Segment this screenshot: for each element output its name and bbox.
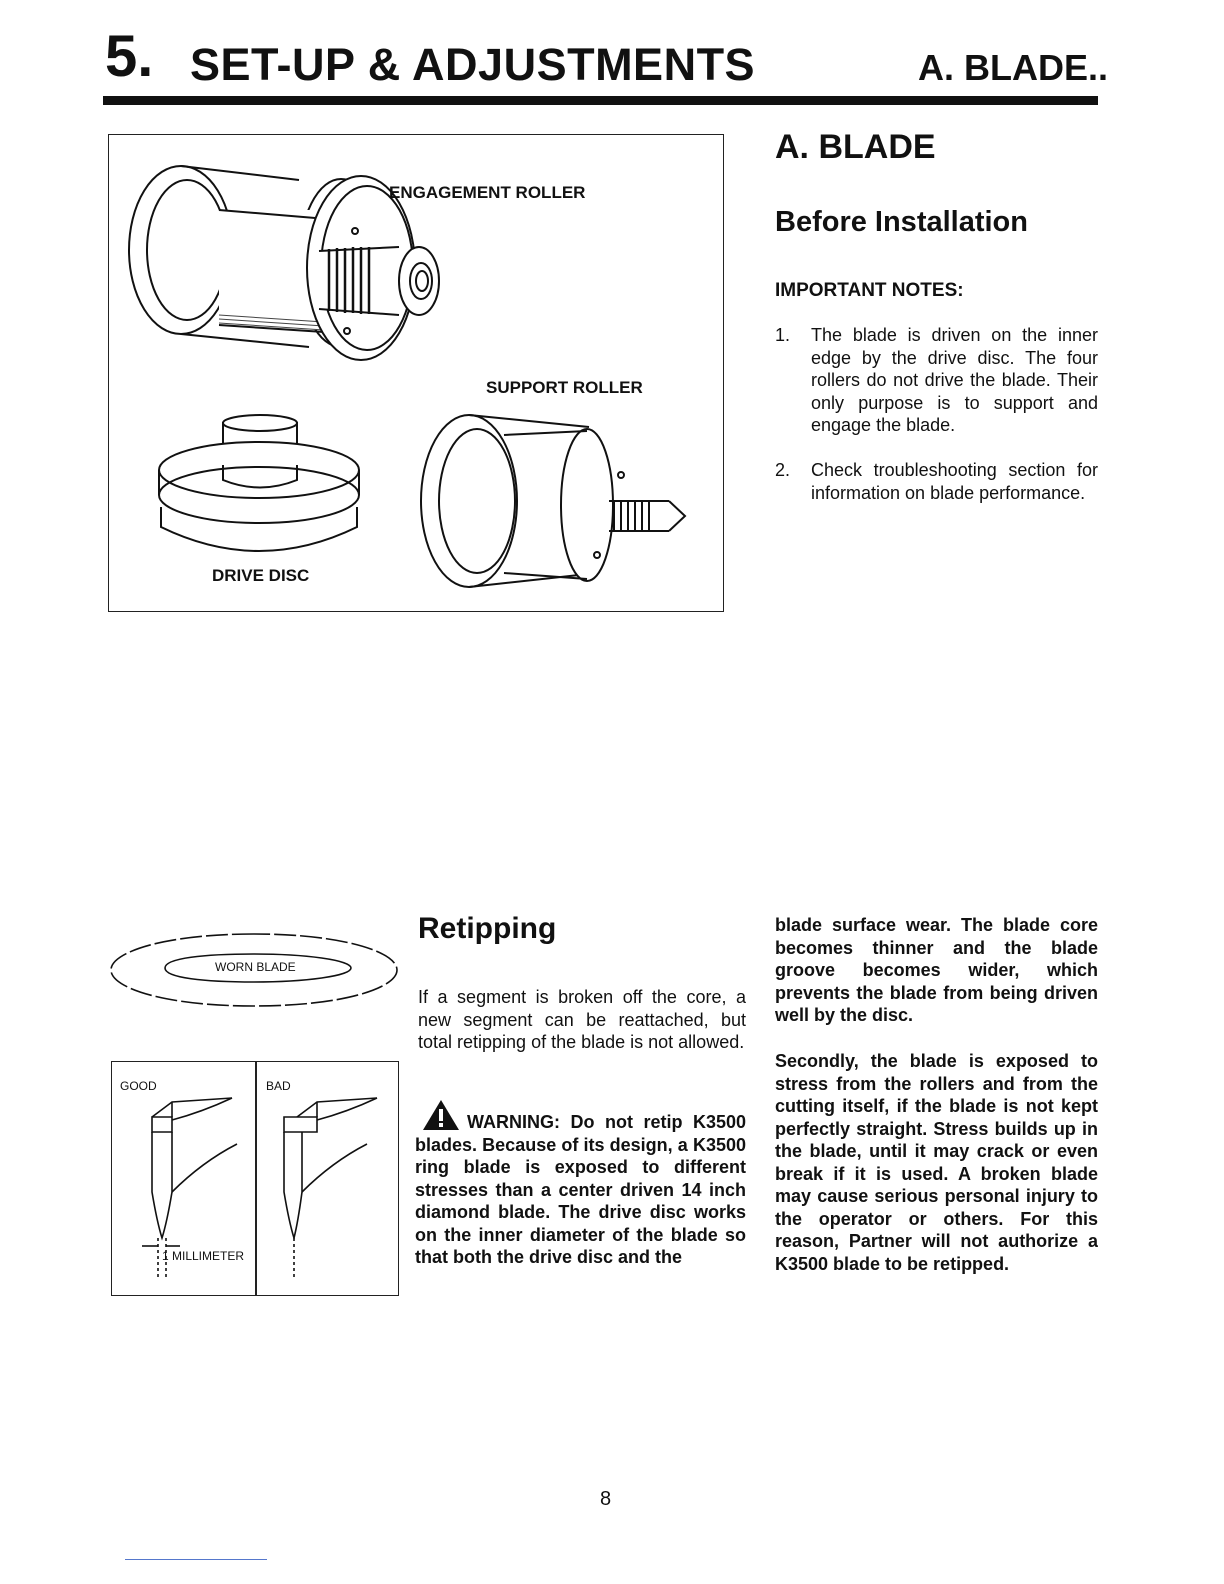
warning-text: Do not retip K3500 blades. Because of its design, a K3500 ring blade is exposed to different stresses than a center driven 14 inch diamond blade. The drive disc works on the inner diameter of the blade so that both the drive disc and the <box>415 1112 746 1267</box>
section-title: SET-UP & ADJUSTMENTS <box>190 39 756 90</box>
page-number: 8 <box>600 1488 612 1510</box>
note-item <box>775 459 1098 504</box>
retipping-col2-paragraph-2: Secondly, the blade is exposed to stress from the rollers and from the cutting itself, if the blade is not kept perfectly straight. Stress builds up in the blade, until it may crack or even break if it is used. A broken blade may cause serious personal injury to the operator or others. For this reason, Partner will not authorize a K3500 blade to be retipped. <box>775 1051 1098 1274</box>
retipping-col2-paragraph-1: blade surface wear. The blade core becomes thinner and the blade groove becomes wider, which prevents the blade from being driven well by the disc. <box>775 915 1098 1025</box>
retipping-heading: Retipping <box>418 912 557 945</box>
note-text: The blade is driven on the inner edge by the drive disc. The four rollers do not drive the blade. Their only purpose is to support and engage the blade. <box>811 325 1098 435</box>
engagement-roller-label: ENGAGEMENT ROLLER <box>389 183 586 202</box>
rollers-illustration <box>109 135 723 611</box>
note-item <box>775 324 1098 437</box>
footer-line <box>125 1559 267 1560</box>
blade-heading: A. BLADE <box>775 128 936 166</box>
note-number: 2. <box>775 460 791 480</box>
good-bad-figure <box>111 1061 399 1296</box>
section-number: 5. <box>105 24 154 89</box>
drive-disc-label: DRIVE DISC <box>212 566 310 585</box>
bad-label: BAD <box>266 1079 291 1093</box>
before-installation-heading: Before Installation <box>775 206 1028 238</box>
warning-icon <box>421 1098 461 1132</box>
support-roller-drawing <box>421 415 685 587</box>
millimeter-label: 1 MILLIMETER <box>162 1249 245 1263</box>
retipping-intro: If a segment is broken off the core, a new segment can be reattached, but total retipping of the blade is not allowed. <box>418 987 746 1052</box>
rollers-figure <box>108 134 724 612</box>
header-rule <box>103 96 1098 105</box>
good-bad-illustration <box>112 1062 398 1295</box>
warning-label: WARNING: <box>467 1112 560 1132</box>
warning-block <box>415 1098 746 1269</box>
worn-blade-label: WORN BLADE <box>215 960 296 974</box>
drive-disc-drawing <box>159 415 359 551</box>
important-notes-heading: IMPORTANT NOTES: <box>775 280 964 301</box>
worn-blade-figure <box>105 928 403 1016</box>
good-label: GOOD <box>120 1079 157 1093</box>
note-number: 1. <box>775 325 791 345</box>
subsection-title: A. BLADE.. <box>918 47 1109 88</box>
note-text: Check troubleshooting section for information on blade performance. <box>811 460 1098 503</box>
support-roller-label: SUPPORT ROLLER <box>486 378 643 397</box>
